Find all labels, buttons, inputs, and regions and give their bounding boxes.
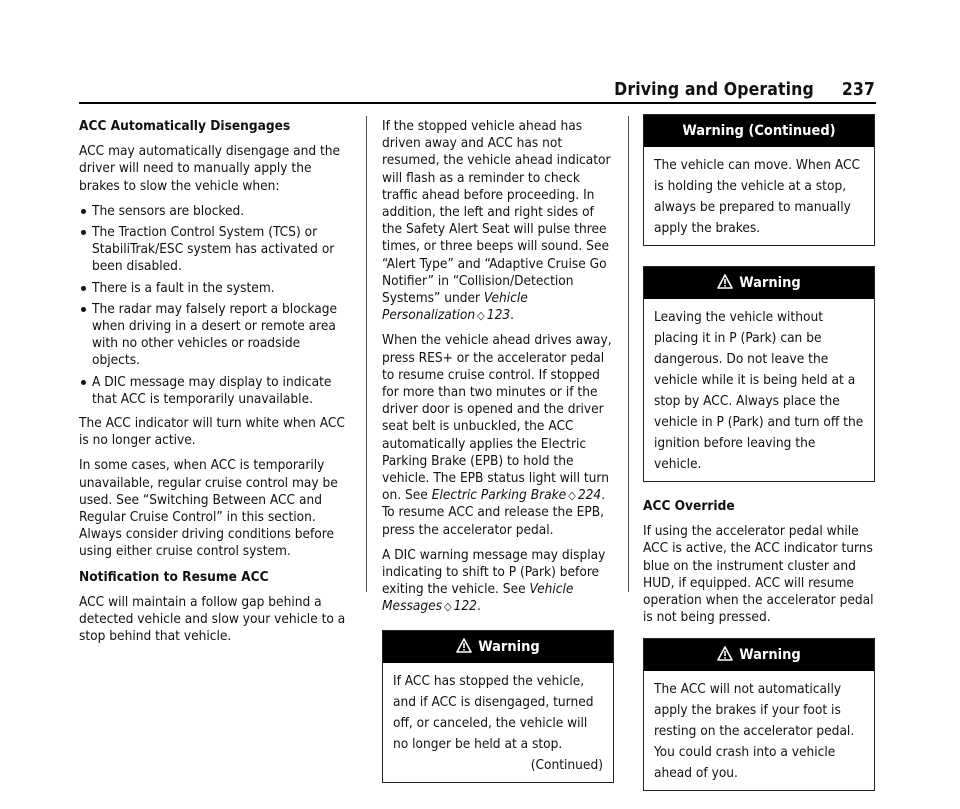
list-item: The Traction Control System (TCS) or StabiliTrak/ESC system has activated or been disabled. xyxy=(79,224,351,276)
warning-title-bar: Warning xyxy=(644,267,874,299)
warning-box-continued xyxy=(643,114,875,246)
column-divider-2 xyxy=(628,116,629,592)
bullet-icon xyxy=(81,380,86,385)
warning-triangle-icon xyxy=(717,269,733,301)
header-rule xyxy=(79,102,876,104)
bullet-icon xyxy=(81,230,86,235)
paragraph: The ACC indicator will turn white when ACC is no longer active. xyxy=(79,415,345,449)
page-ref-number[interactable]: 224 xyxy=(577,487,602,504)
bullet-icon xyxy=(81,286,86,291)
page-ref-arrow-icon: ◇ xyxy=(568,489,576,503)
list-item: The sensors are blocked. xyxy=(79,203,351,220)
warning-box xyxy=(382,630,614,783)
heading-notification-resume: Notification to Resume ACC xyxy=(79,568,269,585)
link-electric-parking-brake[interactable]: Electric Parking Brake xyxy=(431,487,567,504)
link-vehicle-personalization[interactable]: Vehicle Personalization xyxy=(382,290,528,324)
column-3 xyxy=(643,114,875,809)
warning-title-bar: Warning xyxy=(644,639,874,671)
paragraph: When the vehicle ahead drives away, press RES+ or the accelerator pedal to resume cruise control. If stopped for more than two minutes or if the driver door is opened and the driver seat belt is unbuckled, the ACC automatically applies the Electric Parking Brake (EPB) to hold the vehicle. The EPB status light will turn on. See Electric Parking Brake ◇ 224. To resume ACC and release the EPB, press the accelerator pedal. xyxy=(382,332,612,538)
bullet-icon xyxy=(81,307,86,312)
warning-box xyxy=(643,638,875,791)
list-item: The radar may falsely report a blockage when driving in a desert or remote area with no other vehicles or roadside objects. xyxy=(79,301,351,370)
heading-acc-disengages: ACC Automatically Disengages xyxy=(79,118,291,134)
warning-triangle-icon xyxy=(456,633,472,665)
warning-title-bar: Warning xyxy=(383,631,613,663)
section-title: Driving and Operating xyxy=(614,80,814,100)
page-ref-number[interactable]: 123 xyxy=(486,307,511,324)
warning-body: If ACC has stopped the vehicle, and if ACC is disengaged, turned off, or canceled, the vehicle will no longer be held at a stop. (Continued) xyxy=(383,663,613,782)
warning-body: The vehicle can move. When ACC is holding the vehicle at a stop, always be prepared to manually apply the brakes. xyxy=(654,157,861,236)
page-ref-number[interactable]: 122 xyxy=(453,598,477,615)
warning-triangle-icon xyxy=(717,641,733,673)
page-header xyxy=(0,80,875,100)
page-number: 237 xyxy=(841,80,875,100)
warning-title-bar: Warning (Continued) xyxy=(644,115,874,147)
paragraph: ACC may automatically disengage and the driver will need to manually apply the brakes to slow the vehicle when: xyxy=(79,143,341,194)
warning-body: Leaving the vehicle without placing it in P (Park) can be dangerous. Do not leave the vehicle while it is being held at a stop by ACC. Always place the vehicle in P (Park) and turn off the ignition before leaving the vehicle. xyxy=(654,309,864,472)
paragraph: If using the accelerator pedal while ACC is active, the ACC indicator turns blue on the instrument cluster and HUD, if equipped. ACC will resume operation when the accelerator pedal is not being pressed. xyxy=(643,523,874,626)
page-ref-arrow-icon: ◇ xyxy=(477,309,485,323)
paragraph: If the stopped vehicle ahead has driven away and ACC has not resumed, the vehicle ahead indicator will flash as a reminder to check traffic ahead before proceeding. In addition, the left and right sides of the Safety Alert Seat will pulse three times, or three beeps will sound. See “Alert Type” and “Adaptive Cruise Go Notifier” in “Collision/Detection Systems” under Vehicle Personalization ◇ 123. xyxy=(382,118,611,324)
warning-box xyxy=(643,266,875,482)
list-item: A DIC message may display to indicate that ACC is temporarily unavailable. xyxy=(79,374,351,408)
page-ref-arrow-icon: ◇ xyxy=(443,600,452,614)
column-1 xyxy=(79,118,351,653)
list-item: There is a fault in the system. xyxy=(79,280,351,297)
disengage-conditions-list xyxy=(79,203,351,408)
continued-label: (Continued) xyxy=(530,756,603,773)
paragraph: A DIC warning message may display indicating to shift to P (Park) before exiting the vehicle. See Vehicle Messages ◇ 122. xyxy=(382,546,606,615)
heading-acc-override: ACC Override xyxy=(643,498,735,514)
column-divider-1 xyxy=(366,116,367,592)
bullet-icon xyxy=(81,209,86,214)
paragraph: In some cases, when ACC is temporarily unavailable, regular cruise control may be used. See “Switching Between ACC and Regular Cruise Control” in this section. Always consider driving conditions before using either cruise control system. xyxy=(79,457,338,560)
column-2 xyxy=(382,118,614,801)
paragraph: ACC will maintain a follow gap behind a detected vehicle and slow your vehicle to a stop behind that vehicle. xyxy=(79,593,346,645)
warning-body: The ACC will not automatically apply the brakes if your foot is resting on the accelerator pedal. You could crash into a vehicle ahead of you. xyxy=(654,681,855,782)
link-vehicle-messages[interactable]: Vehicle Messages xyxy=(382,581,574,615)
